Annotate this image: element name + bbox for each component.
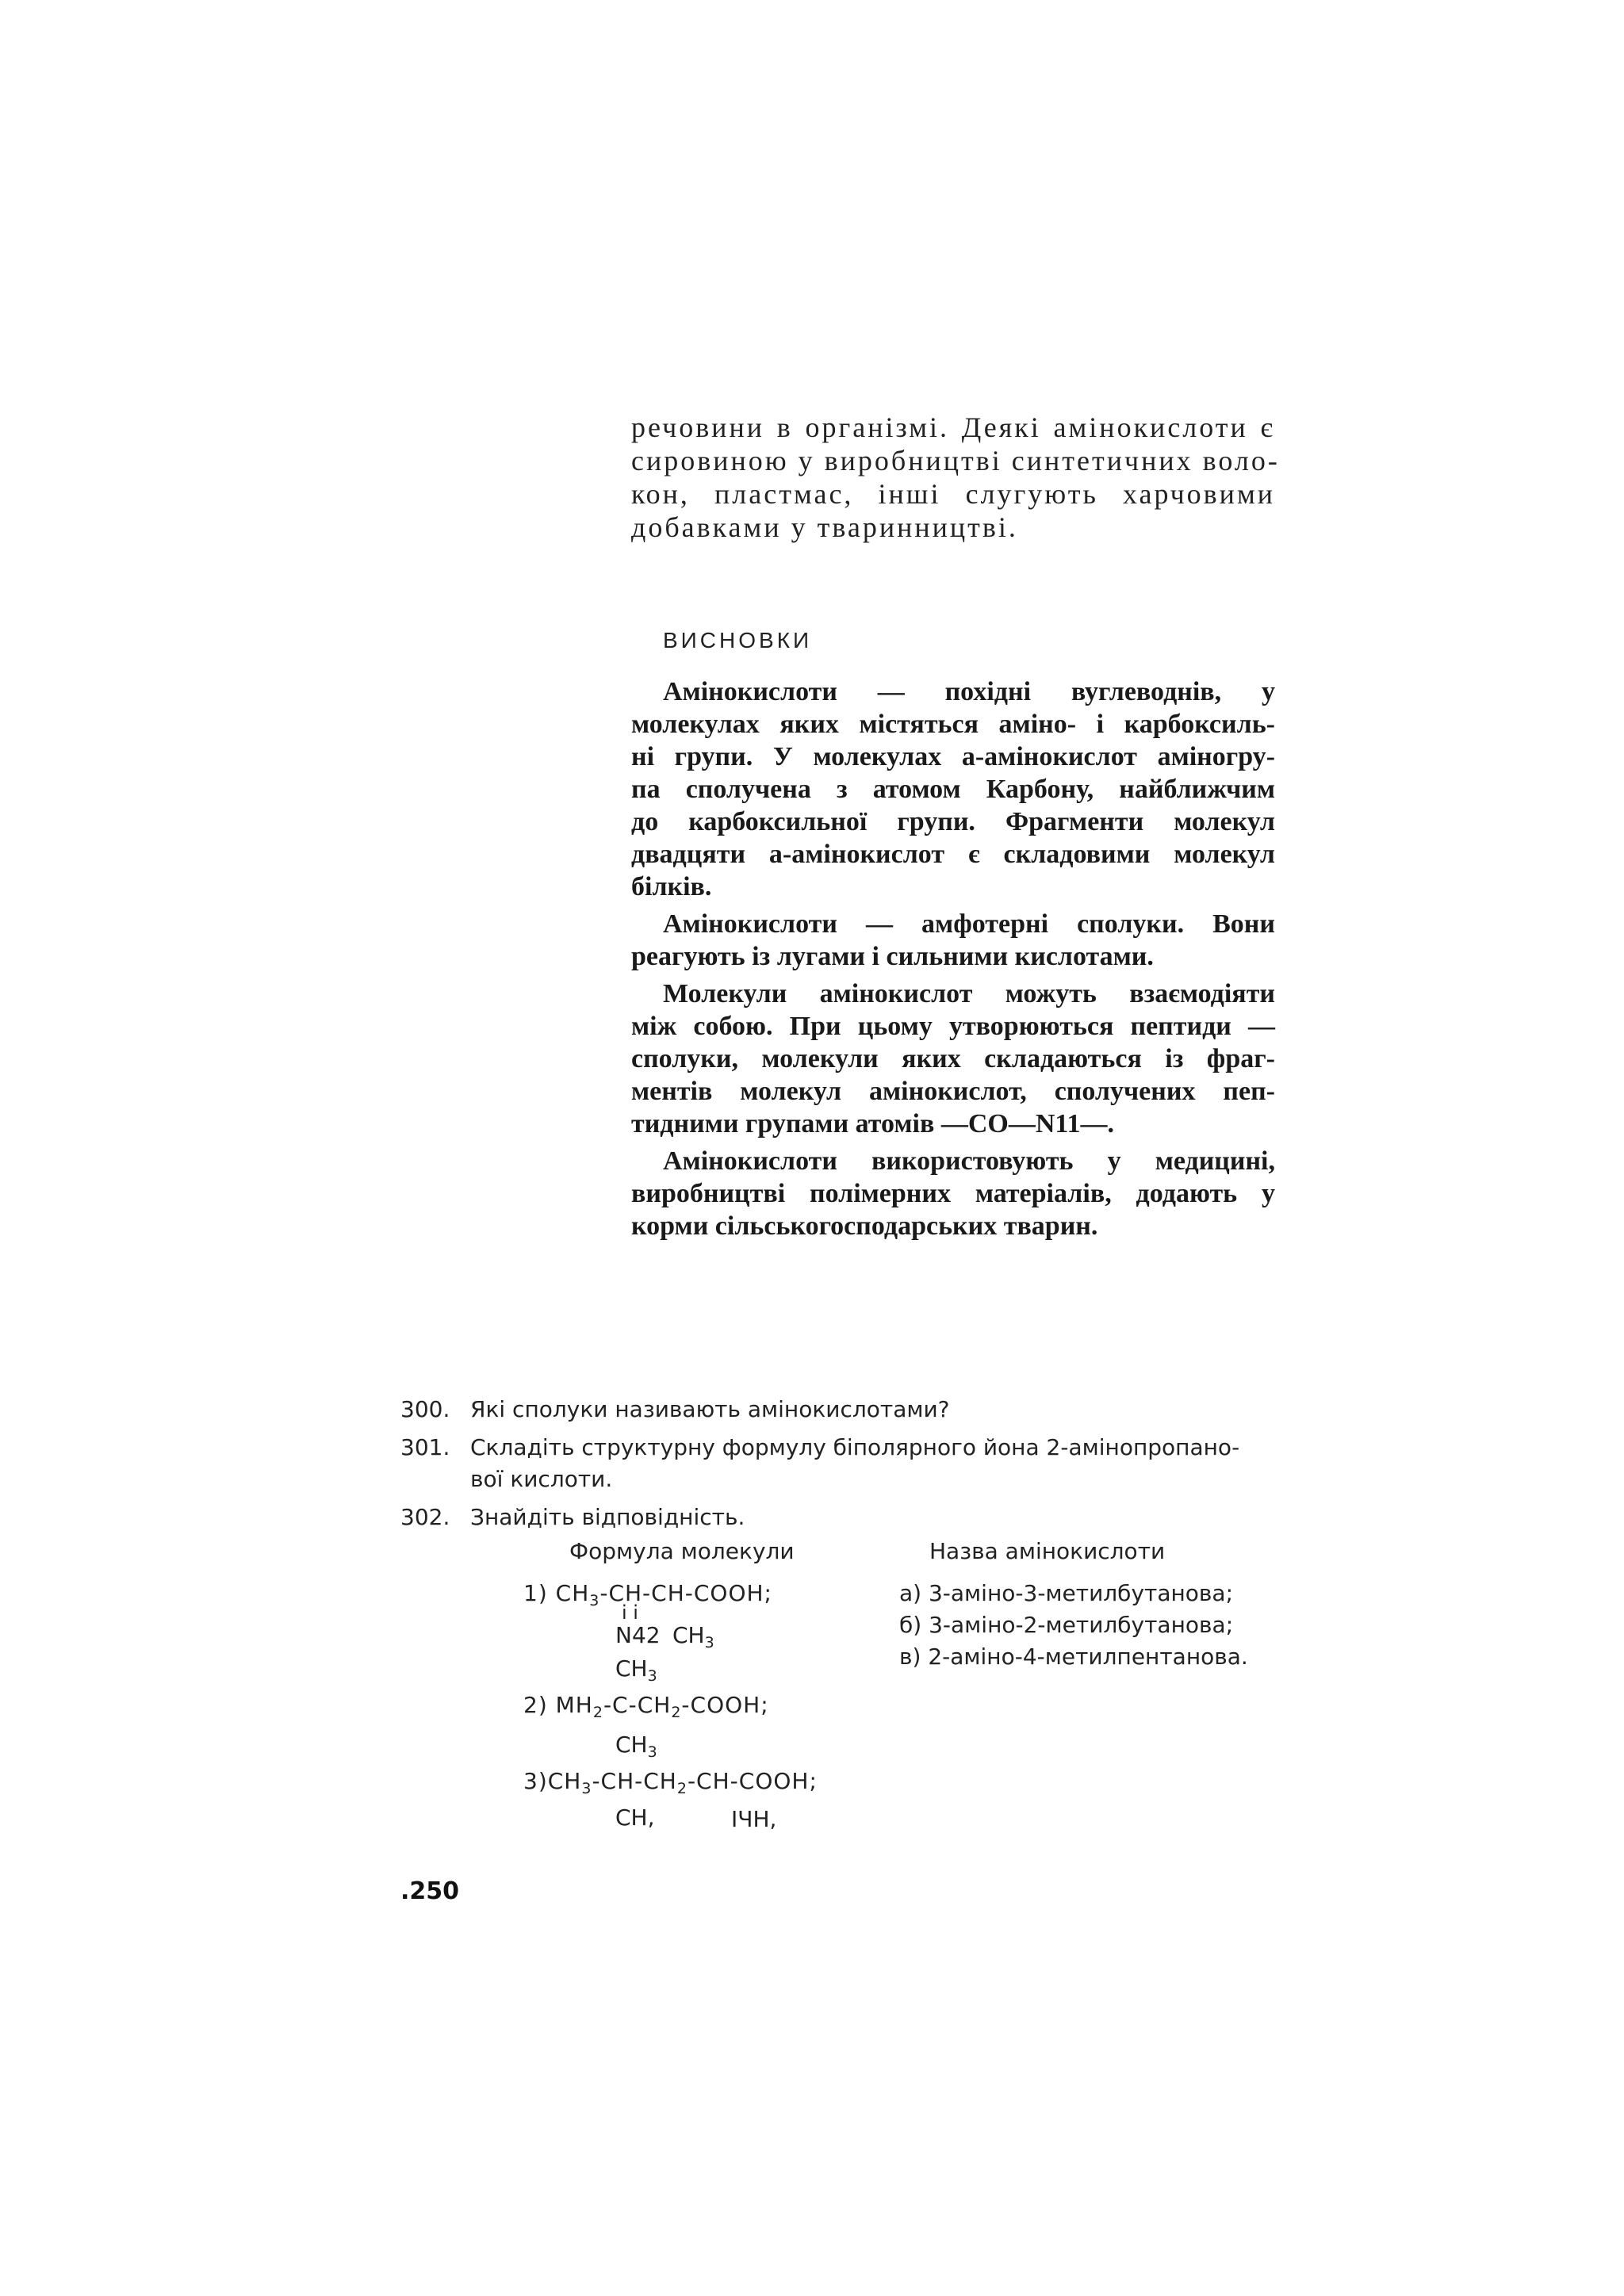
- conclusion-paragraph: [631, 908, 1275, 973]
- question-text: [400, 1502, 1281, 1533]
- conclusion-line: до карбоксильної групи. Фрагменти молекул: [631, 807, 1275, 836]
- page-number: .250: [400, 1877, 460, 1905]
- formula-3-substituent: CH,: [615, 1804, 655, 1831]
- conclusion-line: ні групи. У молекулах а-амінокислот аміногру-: [631, 742, 1275, 771]
- formula-1-substituent: $CH_3$: [672, 1622, 714, 1651]
- question-item: [400, 1432, 1281, 1495]
- conclusion-line: ментів молекул амінокислот, сполучених пеп-: [631, 1077, 1275, 1106]
- conclusion-paragraph: [631, 978, 1275, 1140]
- conclusion-line: тидними групами атомів —CO—N11—.: [631, 1109, 1115, 1138]
- questions-list: [400, 1394, 1281, 1540]
- question-line: Які сполуки називають амінокислотами?: [470, 1396, 950, 1422]
- conclusion-paragraph: [631, 1145, 1275, 1242]
- formula-1-bonds: i i: [622, 1601, 638, 1624]
- question-number: 302.: [400, 1504, 450, 1530]
- paragraph-line: речовини в організмі. Деякі амінокислоти є: [631, 411, 1275, 443]
- conclusions-block: [631, 675, 1275, 1247]
- question-line: вої кислоти.: [470, 1466, 613, 1492]
- formula-column-header: Формула молекули: [569, 1538, 795, 1564]
- formula-1: 1) $CH_3-CH-CH$-COOH;: [523, 1580, 772, 1609]
- conclusion-line: двадцяти а-амінокислот є складовими молекул: [631, 840, 1275, 869]
- paragraph-line: сировиною у виробництві синтетичних воло-: [631, 445, 1280, 476]
- question-item: [400, 1502, 1281, 1533]
- question-number: 301.: [400, 1434, 450, 1460]
- conclusions-heading: ВИСНОВКИ: [663, 628, 813, 652]
- amino-acid-name: б) 3-аміно-2-метилбутанова;: [899, 1612, 1234, 1638]
- conclusion-line: білків.: [631, 872, 712, 901]
- paragraph-line: добавками у тваринництві.: [631, 511, 1018, 543]
- question-line: Складіть структурну формулу біполярного йона 2-амінопропано-: [470, 1434, 1240, 1460]
- conclusion-line: Молекули амінокислот можуть взаємодіяти: [663, 979, 1275, 1008]
- formula-2-top-group: $CH_3$: [615, 1655, 657, 1685]
- conclusion-line: виробництві полімерних матеріалів, додають у: [631, 1179, 1275, 1208]
- formula-3: $3)CH_3-CH-CH_2-CH$-COOH;: [523, 1768, 818, 1797]
- formula-3-substituent: ІЧН,: [731, 1806, 777, 1832]
- question-item: [400, 1394, 1281, 1425]
- conclusion-line: молекулах яких містяться аміно- і карбоксиль-: [631, 710, 1275, 739]
- question-text: [400, 1432, 1281, 1495]
- amino-acid-name: в) 2-аміно-4-метилпентанова.: [899, 1644, 1248, 1670]
- question-text: [400, 1394, 1281, 1425]
- amino-acid-name: а) 3-аміно-3-метилбутанова;: [899, 1580, 1234, 1606]
- question-number: 300.: [400, 1396, 450, 1422]
- conclusion-line: Амінокислоти — амфотерні сполуки. Вони: [663, 909, 1275, 939]
- formula-3-top-group: $CH_3$: [615, 1732, 657, 1761]
- question-line: Знайдіть відповідність.: [470, 1504, 745, 1530]
- paragraph-line: кон, пластмас, інші слугують харчовими: [631, 478, 1275, 510]
- conclusion-line: корми сільськогосподарських тварин.: [631, 1211, 1098, 1241]
- conclusion-line: Амінокислоти використовують у медицині,: [663, 1146, 1275, 1176]
- conclusion-line: сполуки, молекули яких складаються із фраг-: [631, 1044, 1275, 1073]
- conclusion-paragraph: [631, 675, 1275, 903]
- intro-paragraph: [631, 411, 1280, 544]
- formula-1-substituent: N42: [615, 1622, 661, 1648]
- conclusion-line: Амінокислоти — похідні вуглеводнів, у: [663, 677, 1275, 706]
- name-column-header: Назва амінокислоти: [929, 1538, 1166, 1564]
- conclusion-line: реагують із лугами і сильними кислотами.: [631, 942, 1154, 971]
- formula-2: 2) $MH_2-C-CH_2$-COOH;: [523, 1692, 769, 1721]
- conclusion-line: між собою. При цьому утворюються пептиди —: [631, 1012, 1275, 1041]
- conclusion-line: па сполучена з атомом Карбону, найближчим: [631, 775, 1275, 804]
